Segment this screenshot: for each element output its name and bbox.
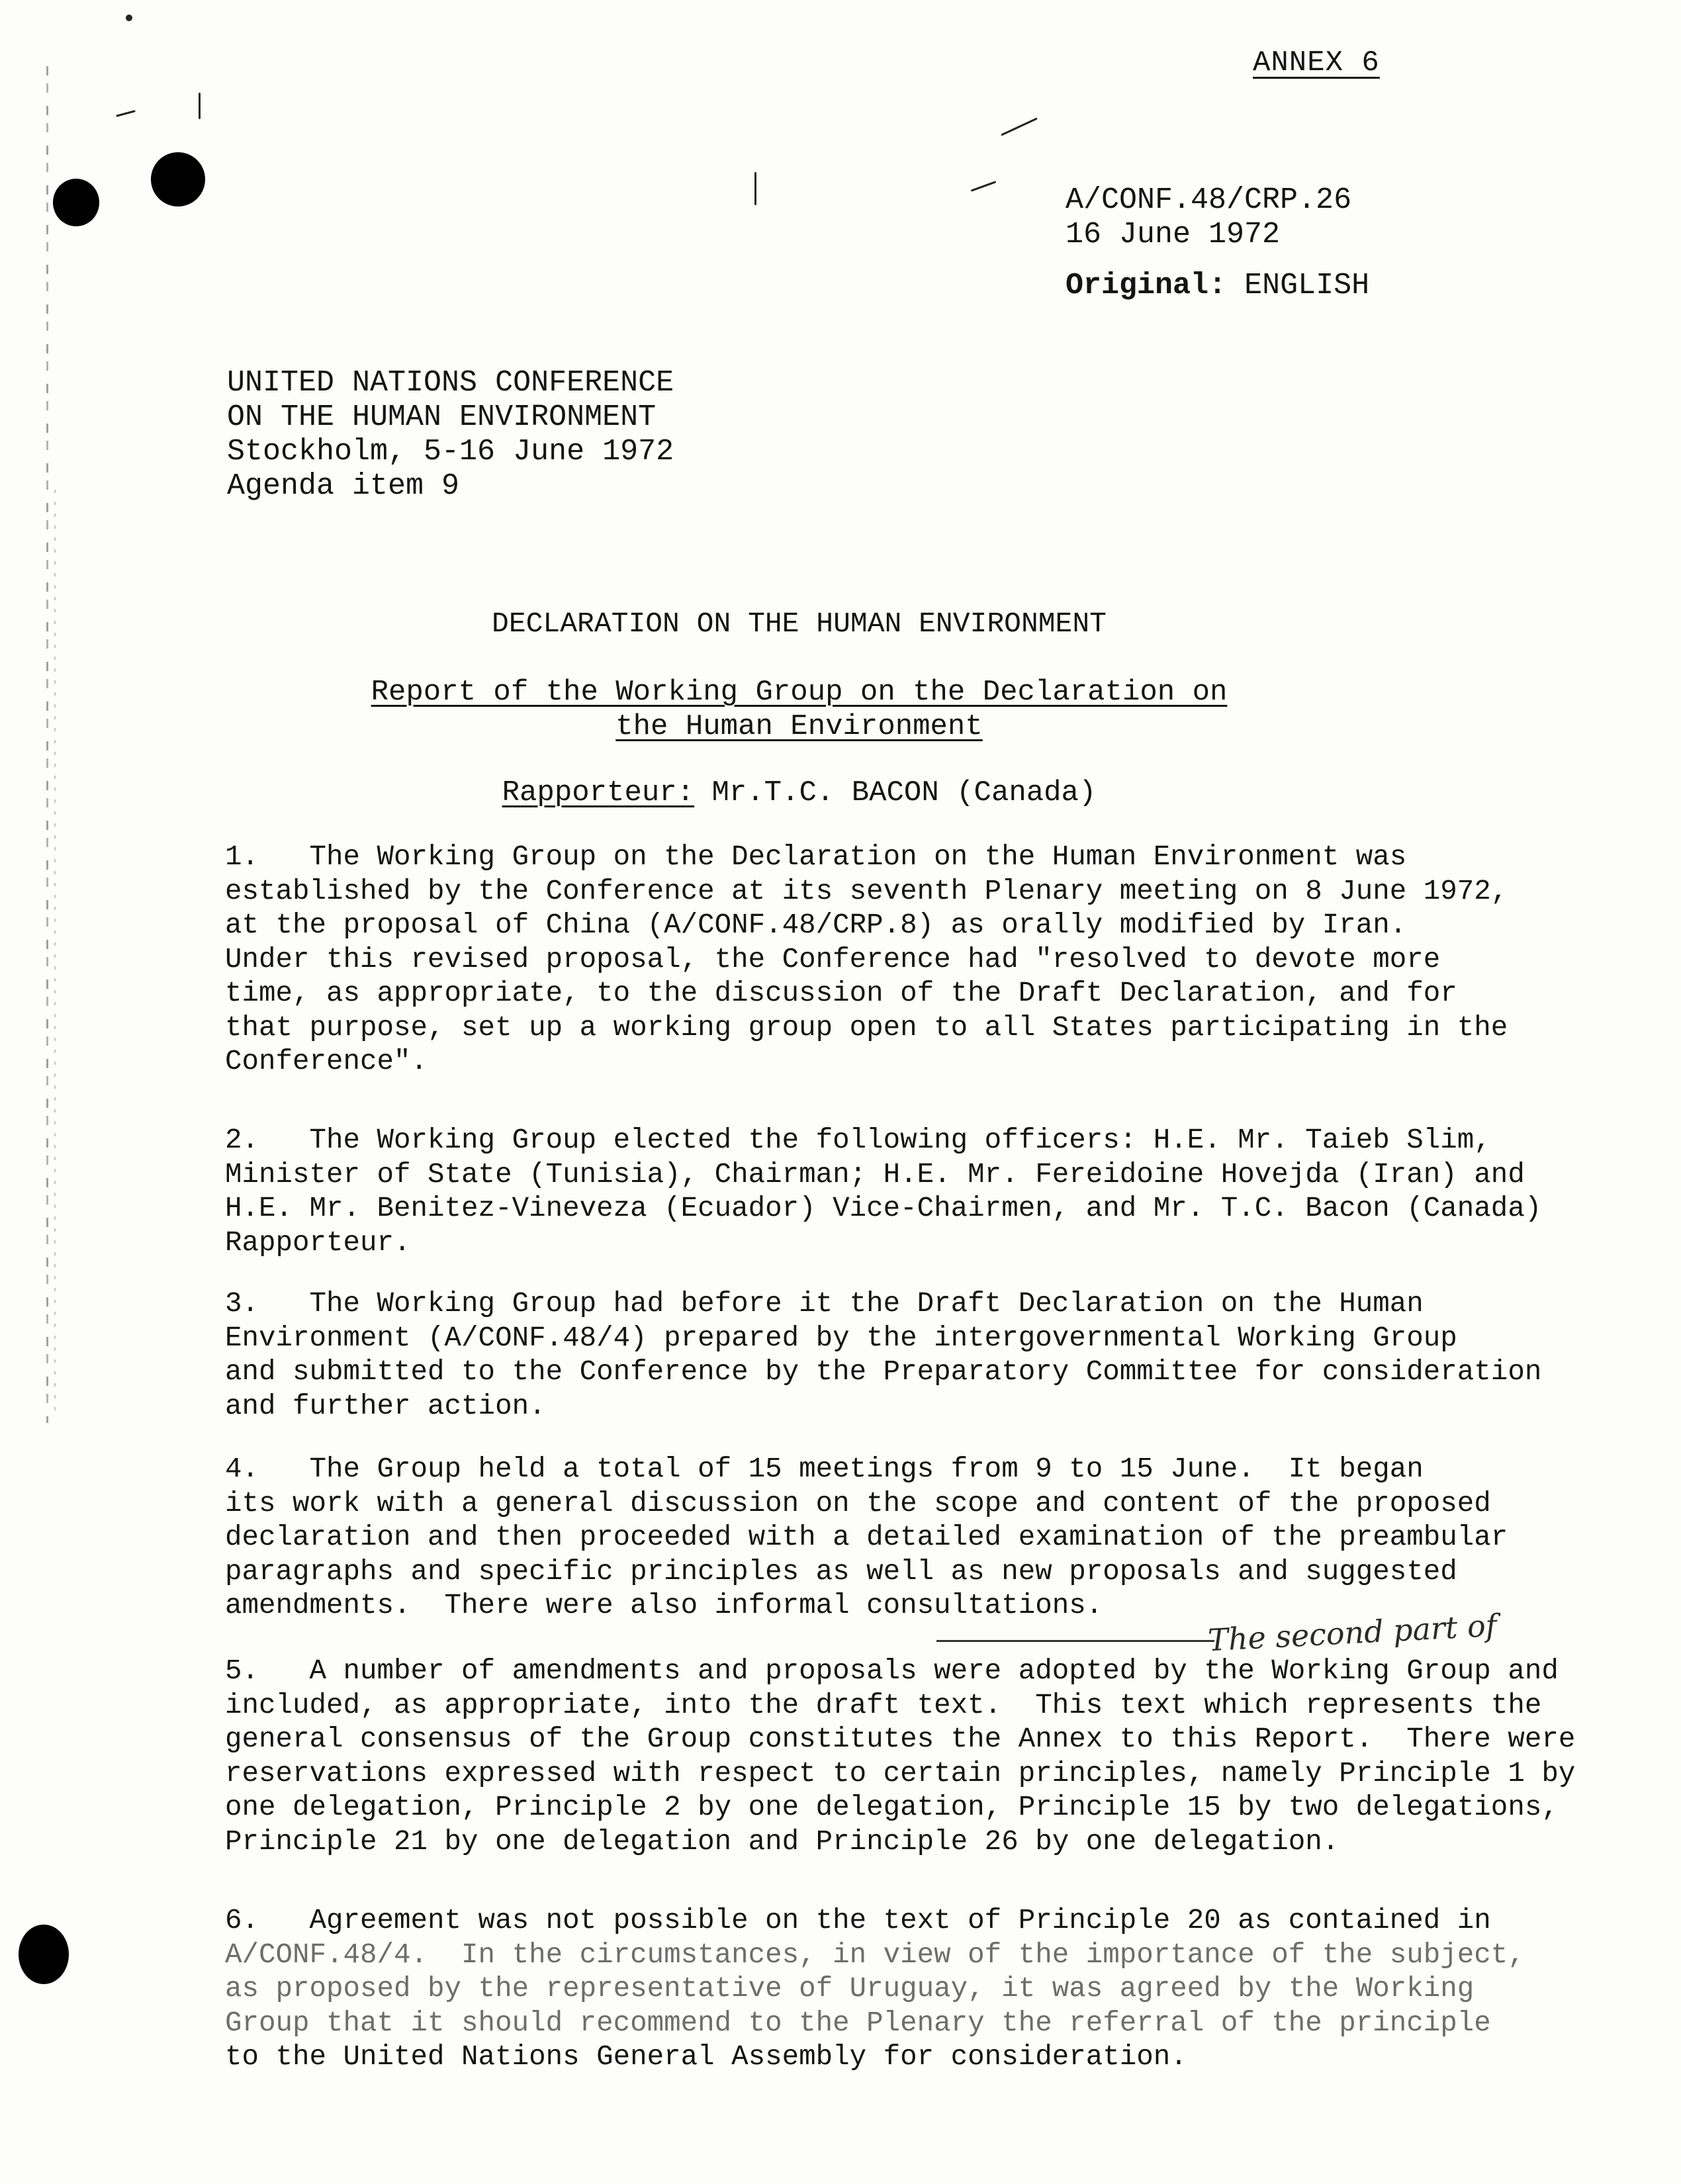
- paragraph-line: H.E. Mr. Benitez-Vineveza (Ecuador) Vice-Chairmen, and Mr. T.C. Bacon (Canada): [225, 1193, 1542, 1224]
- paragraph-3: [225, 1287, 1602, 1424]
- handwritten-annotation: The second part of: [1206, 1607, 1498, 1659]
- paragraph-6: [225, 1904, 1602, 2075]
- paragraph-line: 5. A number of amendments and proposals were adopted by the Working Group and: [225, 1655, 1559, 1687]
- annex-label: ANNEX 6: [1253, 46, 1380, 79]
- paragraph-line: 6. Agreement was not possible on the text of Principle 20 as contained in: [225, 1905, 1491, 1936]
- paragraph-line: at the proposal of China (A/CONF.48/CRP.8) as orally modified by Iran.: [225, 909, 1407, 941]
- document-date: 16 June 1972: [1066, 218, 1281, 251]
- paragraph-line: its work with a general discussion on the scope and content of the proposed: [225, 1487, 1491, 1520]
- paragraph-line: included, as appropriate, into the draft text. This text which represents the: [225, 1689, 1542, 1721]
- report-title-line: Report of the Working Group on the Declaration on: [371, 676, 1228, 709]
- paragraph-line: reservations expressed with respect to certain principles, namely Principle 1 by: [225, 1757, 1576, 1790]
- paragraph-line: Environment (A/CONF.48/4) prepared by the intergovernmental Working Group: [225, 1322, 1457, 1354]
- document-title: DECLARATION ON THE HUMAN ENVIRONMENT: [492, 608, 1107, 640]
- paragraph-line: 2. The Working Group elected the following officers: H.E. Mr. Taieb Slim,: [225, 1124, 1491, 1156]
- paragraph-line: general consensus of the Group constitutes the Annex to this Report. There were: [225, 1723, 1576, 1755]
- paragraph-line: A/CONF.48/4. In the circumstances, in view of the importance of the subject,: [225, 1938, 1525, 1971]
- handwritten-insertion-line: [936, 1640, 1214, 1642]
- ink-speck: [1001, 117, 1038, 136]
- conference-line: Agenda item 9: [227, 469, 460, 503]
- paragraph-line: and further action.: [225, 1390, 546, 1422]
- ink-speck: [754, 172, 756, 205]
- rapporteur-name: Mr.T.C. BACON (Canada): [711, 776, 1097, 809]
- punch-hole-bottom: [19, 1925, 69, 1984]
- paragraph-line: one delegation, Principle 2 by one delegation, Principle 15 by two delegations,: [225, 1792, 1559, 1823]
- ink-speck: [116, 110, 136, 117]
- paragraph-line: Under this revised proposal, the Conference had "resolved to devote more: [225, 943, 1441, 976]
- paragraph-line: time, as appropriate, to the discussion of the Draft Declaration, and for: [225, 978, 1457, 1009]
- paragraph-line: Group that it should recommend to the Plenary the referral of the principle: [225, 2007, 1491, 2039]
- paragraph-line: Minister of State (Tunisia), Chairman; H.E. Mr. Fereidoine Hovejda (Iran) and: [225, 1158, 1525, 1191]
- conference-line: ON THE HUMAN ENVIRONMENT: [227, 400, 657, 434]
- original-language: [1066, 269, 1369, 303]
- ink-speck: [126, 15, 132, 21]
- punch-hole-top-a: [53, 179, 99, 226]
- margin-scan-line: [46, 66, 48, 1423]
- paragraph-line: amendments. There were also informal consultations.: [225, 1590, 1103, 1621]
- conference-line: UNITED NATIONS CONFERENCE: [227, 366, 674, 400]
- paragraph-2: [225, 1124, 1602, 1260]
- report-title: [0, 675, 1598, 744]
- paragraph-line: 4. The Group held a total of 15 meetings from 9 to 15 June. It began: [225, 1453, 1424, 1485]
- ink-speck: [199, 93, 201, 119]
- rapporteur-label: Rapporteur:: [502, 776, 695, 809]
- report-title-line: the Human Environment: [615, 710, 983, 743]
- paragraph-line: established by the Conference at its seventh Plenary meeting on 8 June 1972,: [225, 875, 1508, 907]
- paragraph-line: 3. The Working Group had before it the Draft Declaration on the Human: [225, 1288, 1424, 1320]
- paragraph-4: [225, 1453, 1602, 1623]
- paragraph-5: [225, 1655, 1602, 1859]
- paragraph-line: as proposed by the representative of Uruguay, it was agreed by the Working: [225, 1973, 1475, 2005]
- punch-hole-top-b: [151, 152, 205, 206]
- paragraph-line: and submitted to the Conference by the Preparatory Committee for consideration: [225, 1356, 1542, 1388]
- paragraph-line: Conference".: [225, 1046, 428, 1077]
- rapporteur-line: [0, 776, 1598, 809]
- conference-block: [227, 366, 674, 504]
- paragraph-line: Rapporteur.: [225, 1226, 411, 1259]
- original-label: Original:: [1066, 269, 1227, 302]
- paragraph-1: [225, 841, 1602, 1079]
- paragraph-line: that purpose, set up a working group open to all States participating in the: [225, 1011, 1508, 1044]
- paragraph-line: 1. The Working Group on the Declaration on the Human Environment was: [225, 841, 1407, 873]
- paragraph-line: paragraphs and specific principles as well as new proposals and suggested: [225, 1555, 1457, 1588]
- paragraph-line: Principle 21 by one delegation and Principle 26 by one delegation.: [225, 1825, 1340, 1858]
- paragraph-line: to the United Nations General Assembly for consideration.: [225, 2041, 1187, 2073]
- document-symbol: A/CONF.48/CRP.26: [1066, 183, 1352, 217]
- paragraph-line: declaration and then proceeded with a detailed examination of the preambular: [225, 1522, 1508, 1553]
- ink-speck: [971, 181, 997, 191]
- conference-line: Stockholm, 5-16 June 1972: [227, 435, 674, 469]
- original-value: ENGLISH: [1244, 269, 1370, 302]
- document-symbol-block: [1066, 183, 1369, 303]
